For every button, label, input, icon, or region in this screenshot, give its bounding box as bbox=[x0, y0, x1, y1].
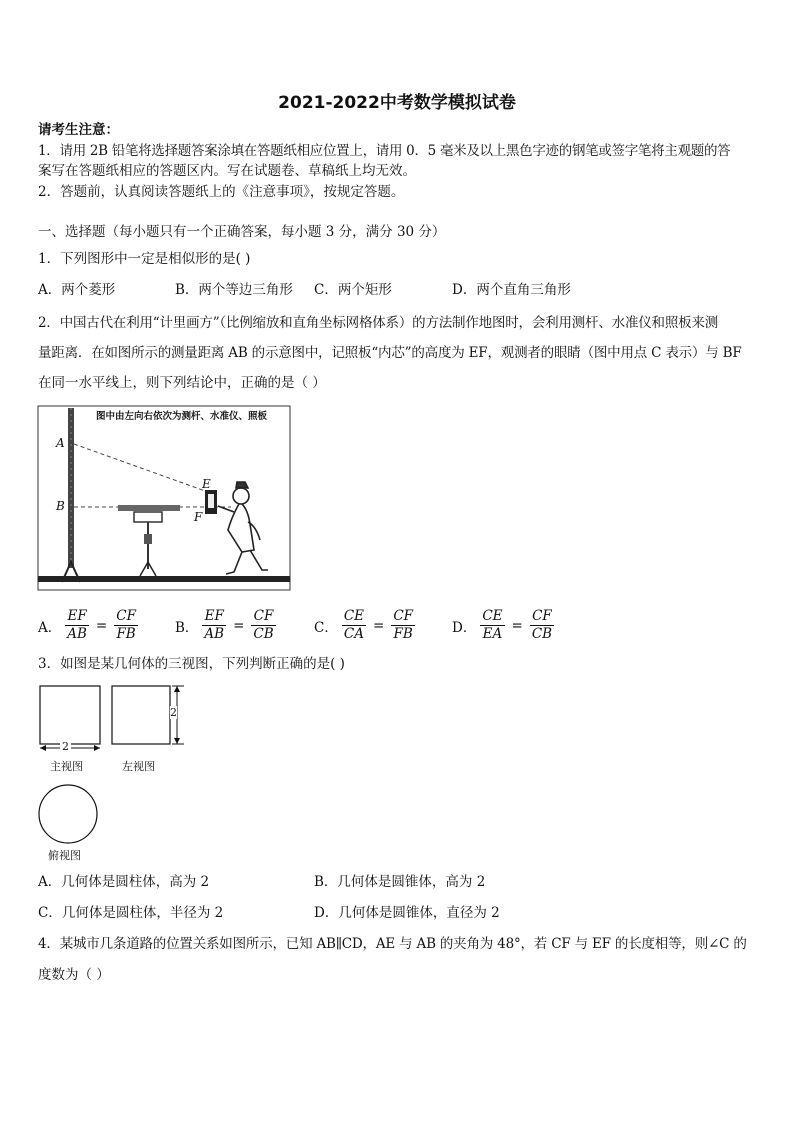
label-a: A bbox=[56, 436, 65, 450]
q2-option-a[interactable]: A． $\frac{EF}{AB}$ = $\frac{CF}{FB}$ bbox=[38, 608, 136, 642]
q4-line-1: 4．某城市几条道路的位置关系如图所示，已知 AB∥CD，AE 与 AB 的夹角为 48°，若 CF 与 EF 的长度相等，则∠C 的 bbox=[38, 936, 747, 952]
top-view-circle bbox=[39, 785, 97, 843]
option-letter: B． bbox=[175, 619, 199, 636]
fraction-left: $\frac{CE}{EA}$ bbox=[482, 608, 503, 642]
observer-figure bbox=[218, 482, 268, 574]
q2-figure bbox=[36, 404, 292, 596]
width-dimension-label: 2 bbox=[62, 740, 69, 753]
fraction-right: $\frac{CF}{CB}$ bbox=[531, 608, 553, 642]
q3-option-d[interactable]: D．几何体是圆锥体，直径为 2 bbox=[314, 905, 500, 921]
q2-line-3: 在同一水平线上，则下列结论中，正确的是（ ） bbox=[38, 375, 326, 391]
q2-line-2: 量距离．在如图所示的测量距离 AB 的示意图中，记照板“内芯”的高度为 EF，观测者的眼睛（图中用点 C 表示）与 BF bbox=[38, 345, 742, 361]
option-letter: D． bbox=[452, 619, 477, 636]
q1-option-b[interactable]: B．两个等边三角形 bbox=[175, 282, 293, 298]
figure-frame bbox=[38, 406, 290, 590]
front-view-square bbox=[40, 686, 100, 744]
side-view-label: 左视图 bbox=[122, 760, 155, 773]
q3-figure bbox=[36, 682, 196, 862]
q3-stem: 3．如图是某几何体的三视图，下列判断正确的是( ) bbox=[38, 656, 345, 672]
label-b: B bbox=[56, 499, 65, 513]
measurement-diagram bbox=[36, 404, 292, 596]
q2-option-b[interactable]: B． $\frac{EF}{AB}$ = $\frac{CF}{CB}$ bbox=[175, 608, 274, 642]
ground bbox=[38, 576, 290, 582]
top-view-label: 俯视图 bbox=[48, 849, 81, 862]
label-f: F bbox=[194, 510, 203, 524]
height-dimension-label: 2 bbox=[170, 706, 177, 719]
fraction-right: $\frac{CF}{FB}$ bbox=[116, 608, 136, 642]
q3-option-b[interactable]: B．几何体是圆锥体，高为 2 bbox=[314, 874, 486, 890]
label-e: E bbox=[202, 477, 211, 491]
q2-option-c[interactable]: C． $\frac{CE}{CA}$ = $\frac{CF}{FB}$ bbox=[314, 608, 414, 642]
q1-option-c[interactable]: C．两个矩形 bbox=[314, 282, 392, 298]
notice-line-1b: 案写在答题纸相应的答题区内。写在试题卷、草稿纸上均无效。 bbox=[38, 163, 416, 179]
option-letter: C． bbox=[314, 619, 338, 636]
front-view-label: 主视图 bbox=[50, 760, 83, 773]
section-heading: 一、选择题（每小题只有一个正确答案，每小题 3 分，满分 30 分） bbox=[38, 224, 446, 240]
notice-heading: 请考生注意： bbox=[38, 122, 119, 138]
fraction-right: $\frac{CF}{CB}$ bbox=[253, 608, 274, 642]
q1-option-d[interactable]: D．两个直角三角形 bbox=[452, 282, 571, 298]
side-view-square bbox=[112, 686, 170, 744]
fraction-left: $\frac{CE}{CA}$ bbox=[343, 608, 365, 642]
q3-option-a[interactable]: A．几何体是圆柱体，高为 2 bbox=[38, 874, 210, 890]
fraction-right: $\frac{CF}{FB}$ bbox=[393, 608, 414, 642]
q3-option-c[interactable]: C．几何体是圆柱体，半径为 2 bbox=[38, 905, 224, 921]
q4-line-2: 度数为（ ） bbox=[38, 967, 110, 983]
notice-line-2: 2．答题前，认真阅读答题纸上的《注意事项》，按规定答题。 bbox=[38, 184, 405, 200]
q2-line-1: 2．中国古代在利用“计里画方”（比例缩放和直角坐标网格体系）的方法制作地图时，会利用测杆、水准仪和照板来测 bbox=[38, 315, 719, 331]
q1-option-a[interactable]: A．两个菱形 bbox=[38, 282, 116, 298]
sight-line-a bbox=[74, 444, 208, 492]
q2-option-d[interactable]: D． $\frac{CE}{EA}$ = $\frac{CF}{CB}$ bbox=[452, 608, 553, 642]
option-letter: A． bbox=[38, 619, 62, 636]
fraction-left: $\frac{EF}{AB}$ bbox=[204, 608, 225, 642]
figure-caption: 图中由左向右依次为测杆、水准仪、照板 bbox=[96, 411, 268, 422]
level-bar bbox=[118, 505, 180, 511]
q1-stem: 1．下列图形中一定是相似形的是( ) bbox=[38, 251, 251, 267]
page-title: 2021-2022中考数学模拟试卷 bbox=[278, 93, 516, 113]
notice-line-1a: 1．请用 2B 铅笔将选择题答案涂填在答题纸相应位置上，请用 0．5 毫米及以上黑色字迹的钢笔或签字笔将主观题的答 bbox=[38, 143, 731, 159]
fraction-left: $\frac{EF}{AB}$ bbox=[67, 608, 87, 642]
